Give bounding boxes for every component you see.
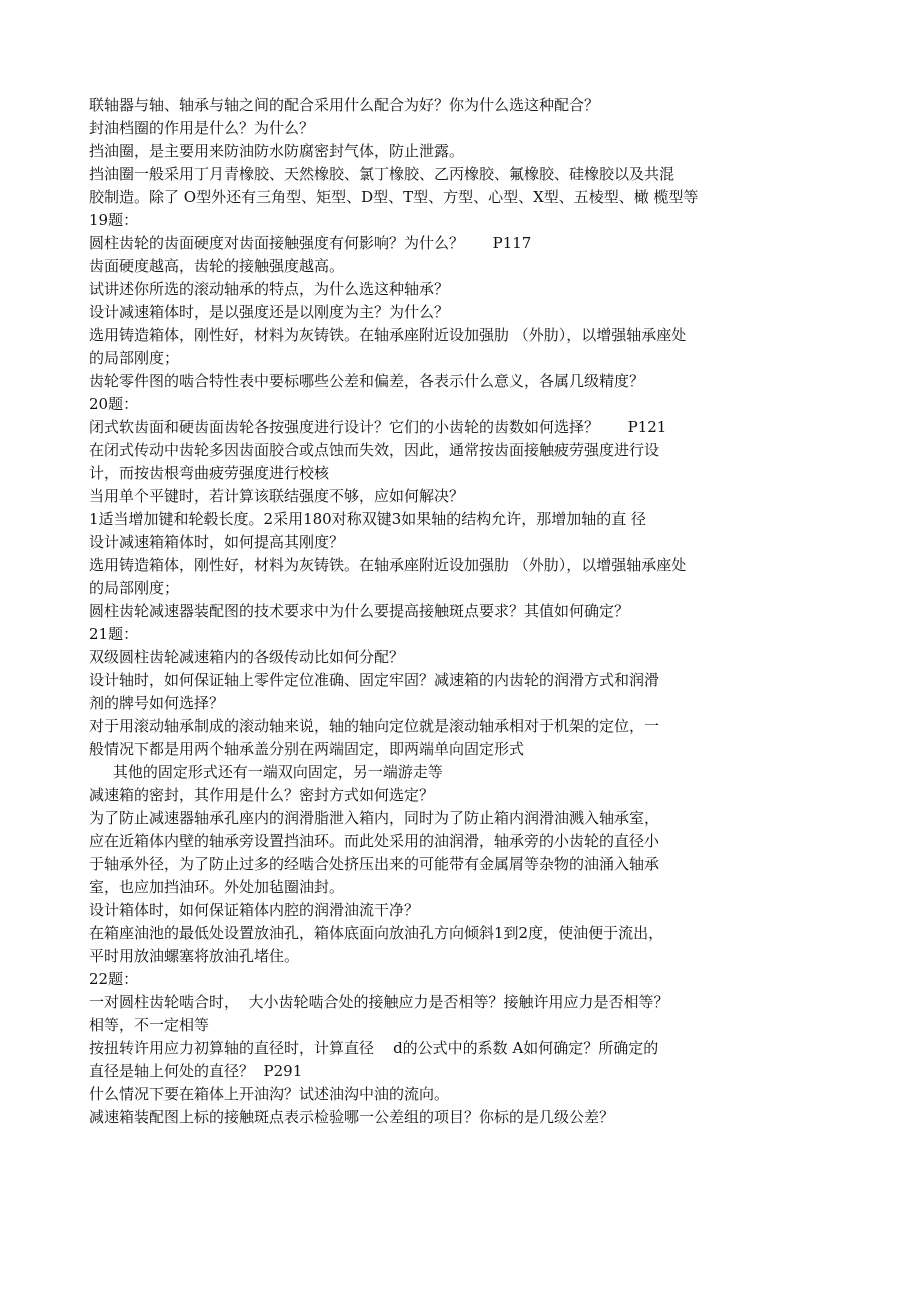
- text-line: 胶制造。除了 O型外还有三角型、矩型、D型、T型、方型、心型、X型、五棱型、橄 榄型等: [89, 188, 699, 206]
- text-line: 剂的牌号如何选择？: [89, 694, 225, 712]
- text-line: 挡油圈，是主要用来防油防水防腐密封气体，防止泄露。: [89, 142, 465, 160]
- text-line: 应在近箱体内壁的轴承旁设置挡油环。而此处采用的油润滑，轴承旁的小齿轮的直径小: [89, 832, 660, 850]
- text-line: 封油档圈的作用是什么？为什么？: [89, 119, 315, 137]
- text-line: 减速箱的密封，其作用是什么？密封方式如何选定？: [89, 786, 435, 804]
- text-line: 闭式软齿面和硬齿面齿轮各按强度进行设计？它们的小齿轮的齿数如何选择？ P121: [89, 418, 667, 436]
- text-line: 联轴器与轴、轴承与轴之间的配合采用什么配合为好？你为什么选这种配合？: [89, 96, 600, 114]
- text-line: 当用单个平键时，若计算该联结强度不够，应如何解决？: [89, 487, 465, 505]
- text-line: 减速箱装配图上标的接触斑点表示检验哪一公差组的项目？你标的是几级公差？: [89, 1108, 615, 1126]
- text-line: 挡油圈一般采用丁月青橡胶、天然橡胶、氯丁橡胶、乙丙橡胶、氟橡胶、硅橡胶以及共混: [89, 165, 675, 183]
- text-line: 什么情况下要在箱体上开油沟？试述油沟中油的流向。: [89, 1085, 450, 1103]
- text-line: 的局部刚度；: [89, 579, 180, 597]
- text-line: 20题：: [89, 395, 139, 413]
- text-line: 1适当增加键和轮毂长度。2采用180对称双键3如果轴的结构允许，那增加轴的直 径: [89, 510, 647, 528]
- text-line: 为了防止减速器轴承孔座内的润滑脂泄入箱内，同时为了防止箱内润滑油溅入轴承室，: [89, 809, 660, 827]
- text-line: 的局部刚度；: [89, 349, 180, 367]
- text-line: 在闭式传动中齿轮多因齿面胶合或点蚀而失效，因此，通常按齿面接触疲劳强度进行设: [89, 441, 660, 459]
- text-line: 对于用滚动轴承制成的滚动轴来说，轴的轴向定位就是滚动轴承相对于机架的定位，一: [89, 717, 660, 735]
- text-line: 设计箱体时，如何保证箱体内腔的润滑油流干净？: [89, 901, 420, 919]
- text-line: 室，也应加挡油环。外处加毡圈油封。: [89, 878, 345, 896]
- text-line: 设计减速箱箱体时，如何提高其刚度？: [89, 533, 345, 551]
- text-line: 19题：: [89, 211, 139, 229]
- text-line: 计，而按齿根弯曲疲劳强度进行校核: [89, 464, 330, 482]
- text-line: 试讲述你所选的滚动轴承的特点，为什么选这种轴承？: [89, 280, 450, 298]
- text-line: 在箱座油池的最低处设置放油孔，箱体底面向放油孔方向倾斜1到2度，使油便于流出，: [89, 924, 664, 942]
- text-line: 22题：: [89, 970, 139, 988]
- text-line: 齿轮零件图的啮合特性表中要标哪些公差和偏差，各表示什么意义，各属几级精度？: [89, 372, 645, 390]
- text-line: 选用铸造箱体，刚性好，材料为灰铸铁。在轴承座附近设加强肋 （外肋），以增强轴承座处: [89, 326, 687, 344]
- text-line: 相等，不一定相等: [89, 1016, 210, 1034]
- text-line: 于轴承外径，为了防止过多的经啮合处挤压出来的可能带有金属屑等杂物的油涌入轴承: [89, 855, 660, 873]
- text-line: 按扭转许用应力初算轴的直径时，计算直径 d的公式中的系数 A如何确定？所确定的: [89, 1039, 659, 1057]
- document-body: [89, 94, 809, 1129]
- text-line: 平时用放油螺塞将放油孔堵住。: [89, 947, 300, 965]
- text-line: 双级圆柱齿轮减速箱内的各级传动比如何分配？: [89, 648, 405, 666]
- text-line: 圆柱齿轮的齿面硬度对齿面接触强度有何影响？为什么？ P117: [89, 234, 532, 252]
- text-line: 选用铸造箱体，刚性好，材料为灰铸铁。在轴承座附近设加强肋 （外肋），以增强轴承座处: [89, 556, 687, 574]
- text-line: 21题：: [89, 625, 139, 643]
- text-line: 设计轴时，如何保证轴上零件定位准确、固定牢固？减速箱的内齿轮的润滑方式和润滑: [89, 671, 660, 689]
- text-line: 直径是轴上何处的直径？ P291: [89, 1062, 303, 1080]
- text-line: 齿面硬度越高，齿轮的接触强度越高。: [89, 257, 345, 275]
- text-line: 其他的固定形式还有一端双向固定，另一端游走等: [89, 763, 443, 781]
- text-line: 一对圆柱齿轮啮合时， 大小齿轮啮合处的接触应力是否相等？接触许用应力是否相等？: [89, 993, 669, 1011]
- text-line: 设计减速箱体时，是以强度还是以刚度为主？为什么？: [89, 303, 450, 321]
- text-line: 般情况下都是用两个轴承盖分别在两端固定，即两端单向固定形式: [89, 740, 525, 758]
- text-line: 圆柱齿轮减速器装配图的技术要求中为什么要提高接触斑点要求？其值如何确定？: [89, 602, 630, 620]
